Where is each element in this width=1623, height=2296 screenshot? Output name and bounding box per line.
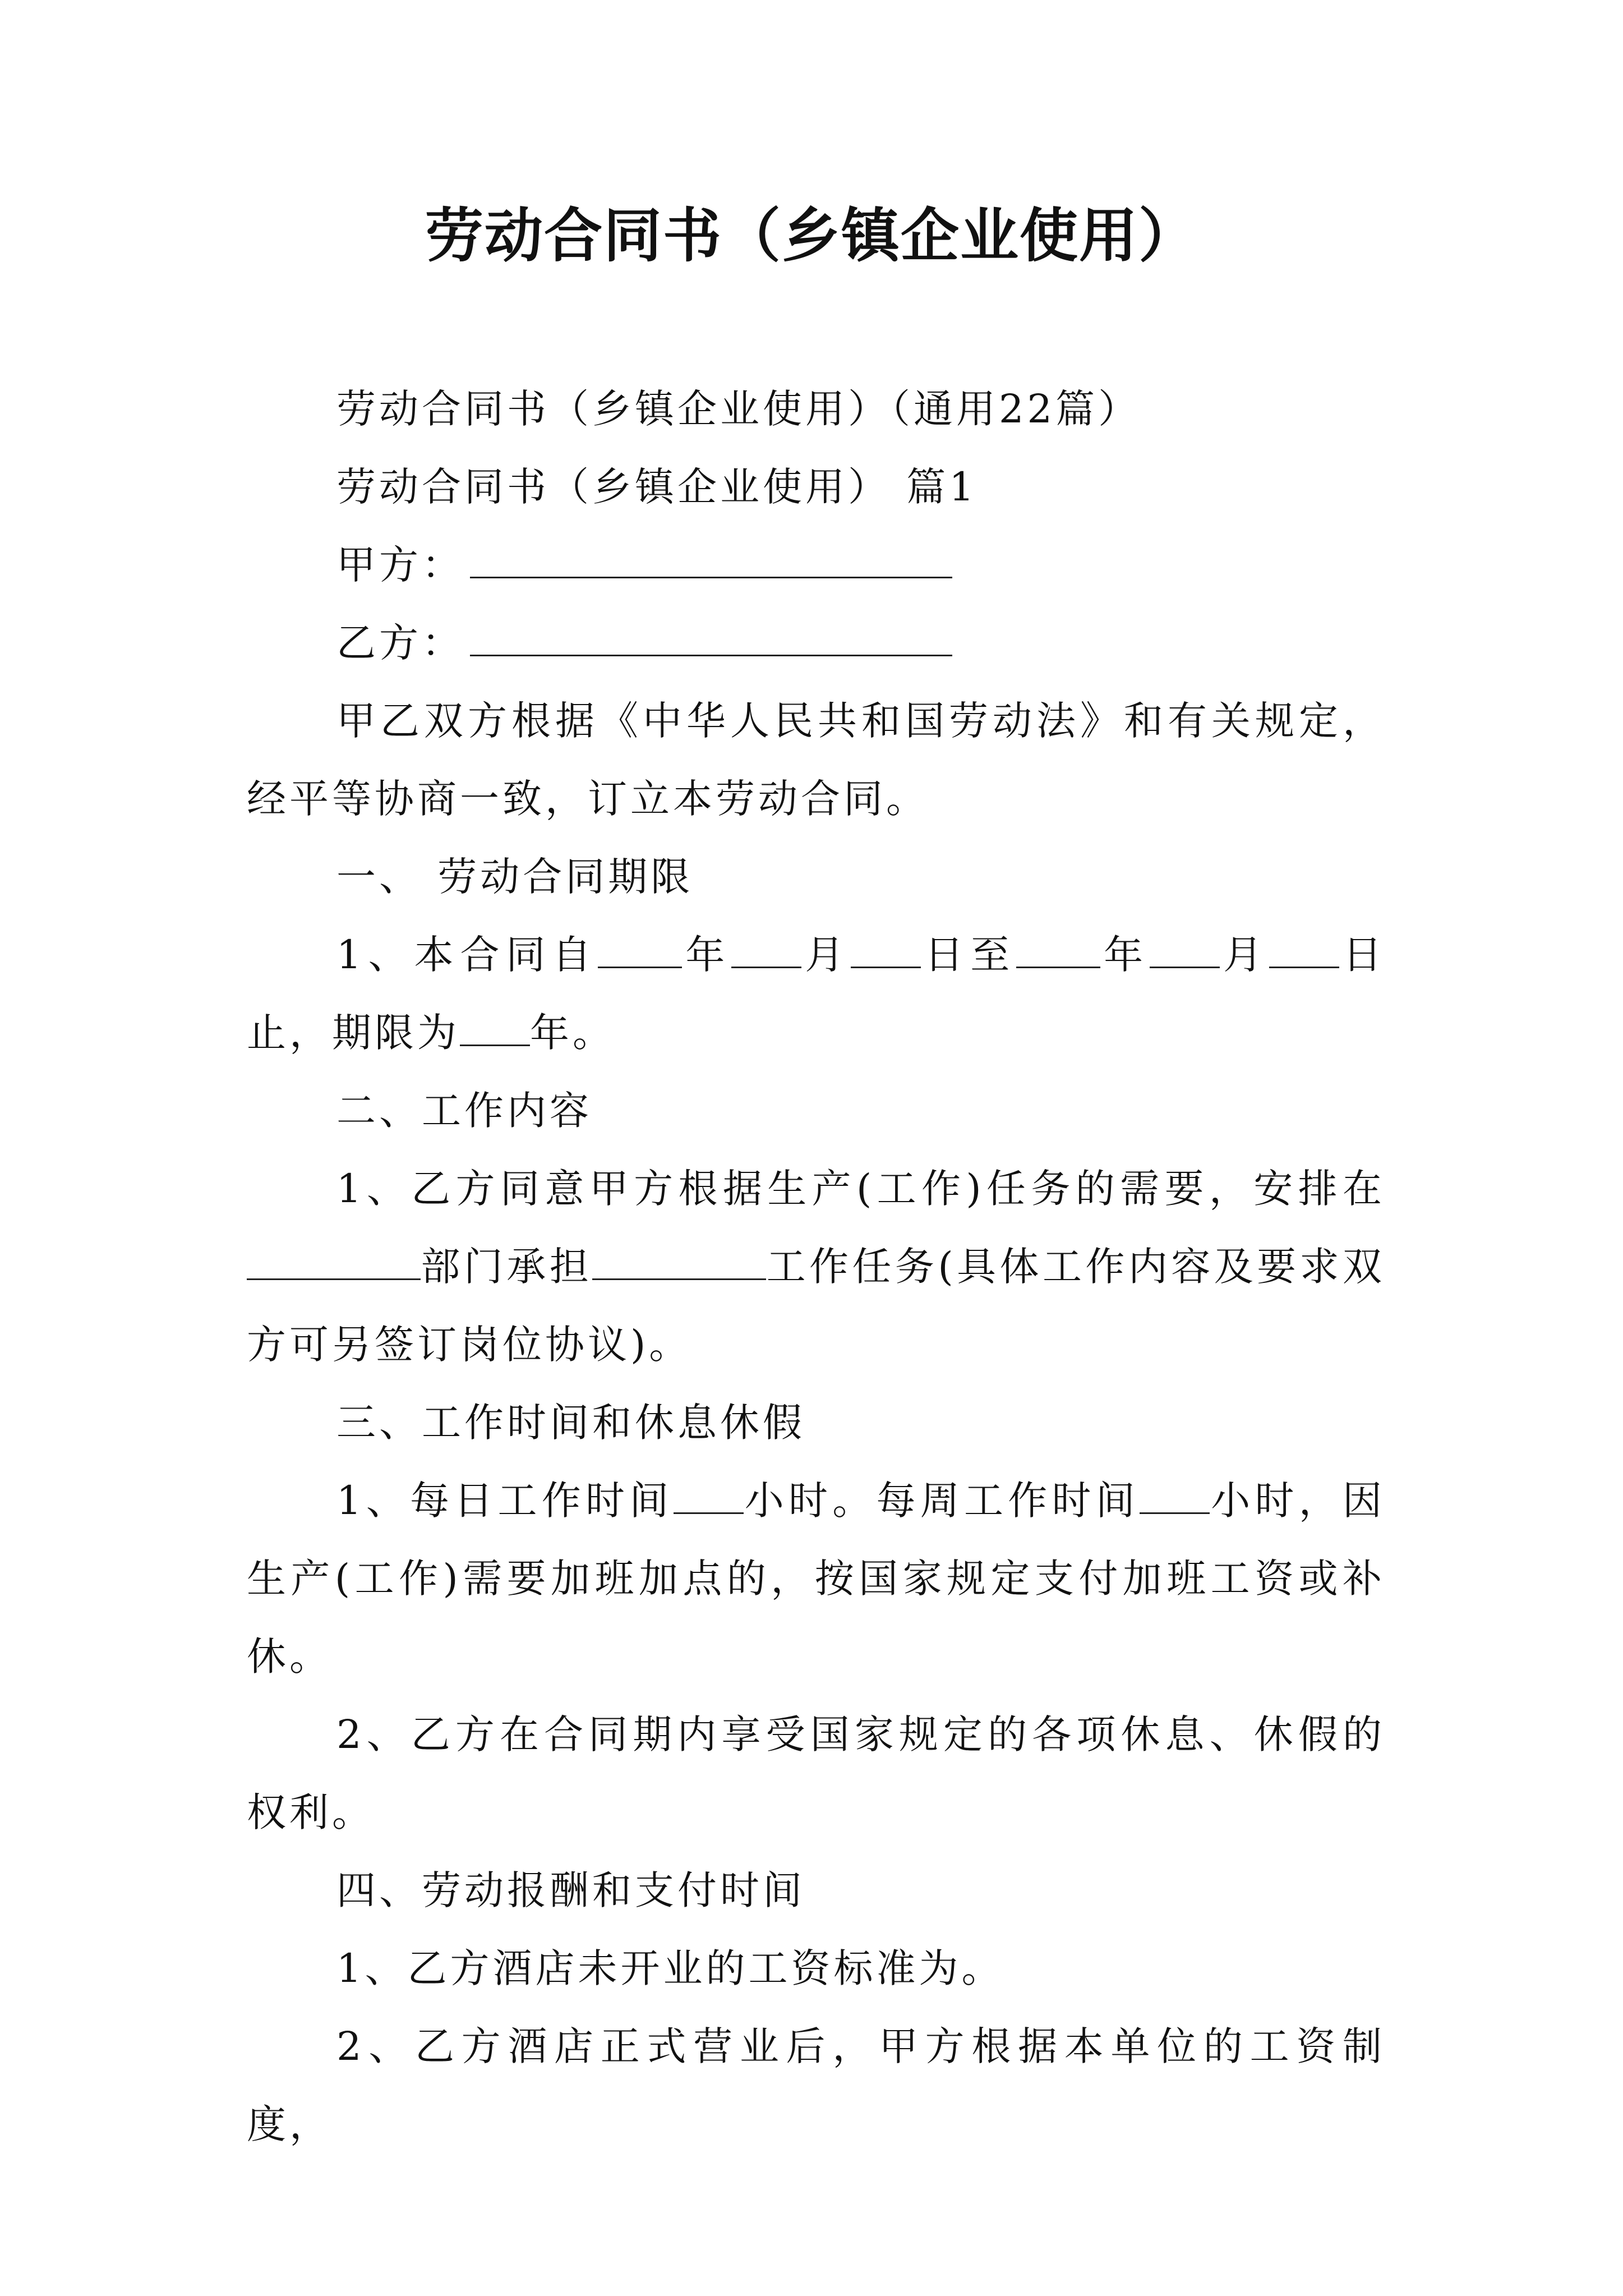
item-text: 小时，因生产(工作)需要加班加点的，按国家规定支付加班工资或补休。	[247, 1478, 1386, 1680]
weekly-hours-blank	[1140, 1473, 1210, 1514]
job-task-blank	[592, 1239, 766, 1280]
document-title: 劳动合同书（乡镇企业使用）	[425, 201, 1198, 270]
start-year-blank	[598, 927, 682, 968]
end-day-blank	[1269, 927, 1339, 968]
party-a-label: 甲方：	[336, 542, 464, 588]
department-blank	[247, 1239, 421, 1280]
item-text: 年	[1100, 932, 1150, 978]
party-b-blank	[470, 615, 952, 656]
section3-heading: 三、工作时间和休息休假	[336, 1400, 805, 1446]
start-day-blank	[851, 927, 921, 968]
item-text: 工作任务(具体工作内容及要求双方可另签订岗位协议)。	[247, 1244, 1385, 1368]
section2-item1	[247, 1150, 1385, 1384]
document-subtitle: 劳动合同书（乡镇企业使用）（通用22篇）	[336, 386, 1141, 432]
section4-heading: 四、劳动报酬和支付时间	[336, 1867, 805, 1913]
start-month-blank	[731, 927, 801, 968]
item-text: 1、每日工作时间	[336, 1478, 674, 1524]
section3-item2: 2、乙方在合同期内享受国家规定的各项休息、休假的权利。	[247, 1711, 1385, 1835]
item-text: 日至	[921, 932, 1017, 978]
party-b-line	[247, 604, 1385, 682]
section3-item1	[247, 1462, 1385, 1696]
end-year-blank	[1016, 927, 1100, 968]
intro-paragraph: 甲乙双方根据《中华人民共和国劳动法》和有关规定，经平等协商一致，订立本劳动合同。	[247, 698, 1385, 822]
term-years-blank	[460, 1005, 530, 1046]
item-text: 部门承担	[421, 1244, 593, 1290]
party-a-blank	[470, 537, 952, 578]
section2-heading: 二、工作内容	[336, 1088, 592, 1134]
item-text: 1、乙方同意甲方根据生产(工作)任务的需要，安排在	[336, 1166, 1385, 1212]
party-b-label: 乙方：	[336, 620, 464, 666]
section1-heading: 一、 劳动合同期限	[336, 854, 694, 900]
item-text: 月	[801, 932, 851, 978]
item-text: 日止，期限为	[247, 932, 1386, 1056]
part-heading: 劳动合同书（乡镇企业使用） 篇1	[336, 464, 978, 510]
item-text: 月	[1220, 932, 1270, 978]
section4-item1: 1、乙方酒店未开业的工资标准为。	[336, 1945, 1004, 1991]
item-text: 1、本合同自	[336, 932, 598, 978]
daily-hours-blank	[674, 1473, 744, 1514]
document-body	[247, 370, 1385, 2164]
party-a-line	[247, 526, 1385, 604]
section4-item2: 2、乙方酒店正式营业后，甲方根据本单位的工资制度，	[247, 2023, 1385, 2147]
section1-item1	[247, 916, 1385, 1072]
item-text: 小时。每周工作时间	[743, 1478, 1140, 1524]
item-text: 年	[682, 932, 732, 978]
end-month-blank	[1150, 927, 1220, 968]
item-text: 年。	[530, 1010, 615, 1056]
